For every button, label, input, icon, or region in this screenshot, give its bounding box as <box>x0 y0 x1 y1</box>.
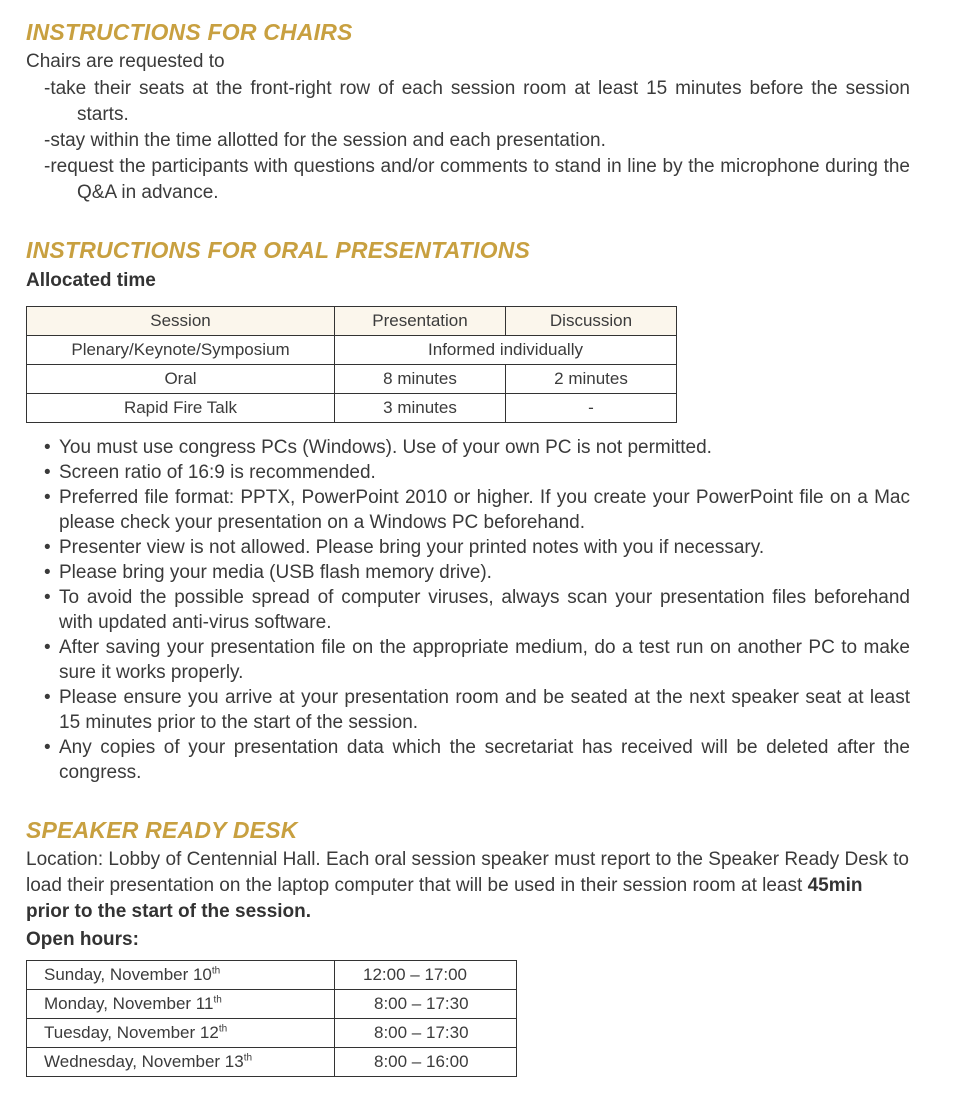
table-row <box>27 990 517 1019</box>
list-item <box>26 435 910 460</box>
bullet-icon: • <box>44 737 51 758</box>
table-cell: Informed individually <box>335 336 677 365</box>
table-header: Discussion <box>506 307 677 336</box>
table-cell: Oral <box>27 365 335 394</box>
table-row <box>27 1048 517 1077</box>
bullet-text: You must use congress PCs (Windows). Use of your own PC is not permitted. <box>59 437 712 458</box>
bullet-text: Please bring your media (USB flash memory drive). <box>59 562 492 583</box>
open-hours-label: Open hours: <box>26 929 139 950</box>
chairs-item-1: -take their seats at the front-right row of each session room at least 15 minutes before the session starts. <box>44 78 910 125</box>
bullet-text: To avoid the possible spread of computer viruses, always scan your presentation files beforehand with updated anti-virus software. <box>59 587 910 633</box>
day-text: Monday, November 11 <box>44 994 214 1013</box>
time-cell: 8:00 – 16:00 <box>335 1048 517 1077</box>
list-item <box>26 585 910 635</box>
day-text: Sunday, November 10 <box>44 965 212 984</box>
list-item <box>26 685 910 735</box>
table-header: Session <box>27 307 335 336</box>
table-cell: 3 minutes <box>335 394 506 423</box>
table-header-row <box>27 307 677 336</box>
bullet-icon: • <box>44 487 51 508</box>
day-cell <box>27 961 335 990</box>
chairs-list <box>26 76 910 206</box>
list-item <box>26 535 910 560</box>
day-cell <box>27 1019 335 1048</box>
bullet-text: Preferred file format: PPTX, PowerPoint 2010 or higher. If you create your PowerPoint file on a Mac please check your presentation on a Windows PC beforehand. <box>59 487 910 533</box>
day-cell <box>27 1048 335 1077</box>
bullet-icon: • <box>44 687 51 708</box>
table-cell: Plenary/Keynote/Symposium <box>27 336 335 365</box>
bullet-icon: • <box>44 537 51 558</box>
table-row <box>27 1019 517 1048</box>
bullet-icon: • <box>44 462 51 483</box>
time-cell: 12:00 – 17:00 <box>335 961 517 990</box>
oral-heading: INSTRUCTIONS FOR ORAL PRESENTATIONS <box>26 237 531 263</box>
day-text: Wednesday, November 13 <box>44 1052 244 1071</box>
time-cell: 8:00 – 17:30 <box>335 1019 517 1048</box>
table-cell: 2 minutes <box>506 365 677 394</box>
list-item <box>26 560 910 585</box>
list-item <box>26 460 910 485</box>
day-suffix: th <box>218 1023 228 1035</box>
table-row <box>27 961 517 990</box>
open-hours-table <box>26 960 517 1077</box>
table-cell: 8 minutes <box>335 365 506 394</box>
table-header: Presentation <box>335 307 506 336</box>
bullet-icon: • <box>44 587 51 608</box>
chairs-intro: Chairs are requested to <box>26 51 225 72</box>
chairs-item-2: -stay within the time allotted for the session and each presentation. <box>44 130 606 151</box>
bullet-icon: • <box>44 637 51 658</box>
bullet-text: Screen ratio of 16:9 is recommended. <box>59 462 376 483</box>
list-item <box>26 635 910 685</box>
bullet-text: Presenter view is not allowed. Please bring your printed notes with you if necessary. <box>59 537 765 558</box>
list-item <box>26 735 910 785</box>
oral-bullet-list <box>26 435 910 785</box>
chairs-heading: INSTRUCTIONS FOR CHAIRS <box>26 19 353 45</box>
time-cell: 8:00 – 17:30 <box>335 990 517 1019</box>
table-row <box>27 394 677 423</box>
list-item <box>26 485 910 535</box>
bullet-icon: • <box>44 562 51 583</box>
desk-location <box>26 847 910 925</box>
day-text: Tuesday, November 12 <box>44 1023 219 1042</box>
allocated-time-label: Allocated time <box>26 270 156 291</box>
table-row <box>27 365 677 394</box>
desk-location-text: Location: Lobby of Centennial Hall. Each oral session speaker must report to the Speaker Ready Desk to load their presentation on the laptop computer that will be used in their session room at least <box>26 849 909 896</box>
table-cell: - <box>506 394 677 423</box>
bullet-icon: • <box>44 437 51 458</box>
desk-location-bold: 45min prior to the start of the session. <box>26 875 863 922</box>
chairs-item-3: -request the participants with questions and/or comments to stand in line by the microphone during the Q&A in advance. <box>44 156 910 203</box>
day-suffix: th <box>213 994 222 1006</box>
table-cell: Rapid Fire Talk <box>27 394 335 423</box>
day-suffix: th <box>211 965 221 977</box>
bullet-text: Please ensure you arrive at your presentation room and be seated at the next speaker seat at least 15 minutes prior to the start of the session. <box>59 687 910 733</box>
desk-heading: SPEAKER READY DESK <box>26 817 298 843</box>
day-suffix: th <box>243 1052 253 1064</box>
table-row <box>27 336 677 365</box>
bullet-text: After saving your presentation file on the appropriate medium, do a test run on another PC to make sure it works properly. <box>59 637 910 683</box>
bullet-text: Any copies of your presentation data which the secretariat has received will be deleted after the congress. <box>59 737 910 783</box>
day-cell <box>27 990 335 1019</box>
allocated-time-table <box>26 306 677 423</box>
